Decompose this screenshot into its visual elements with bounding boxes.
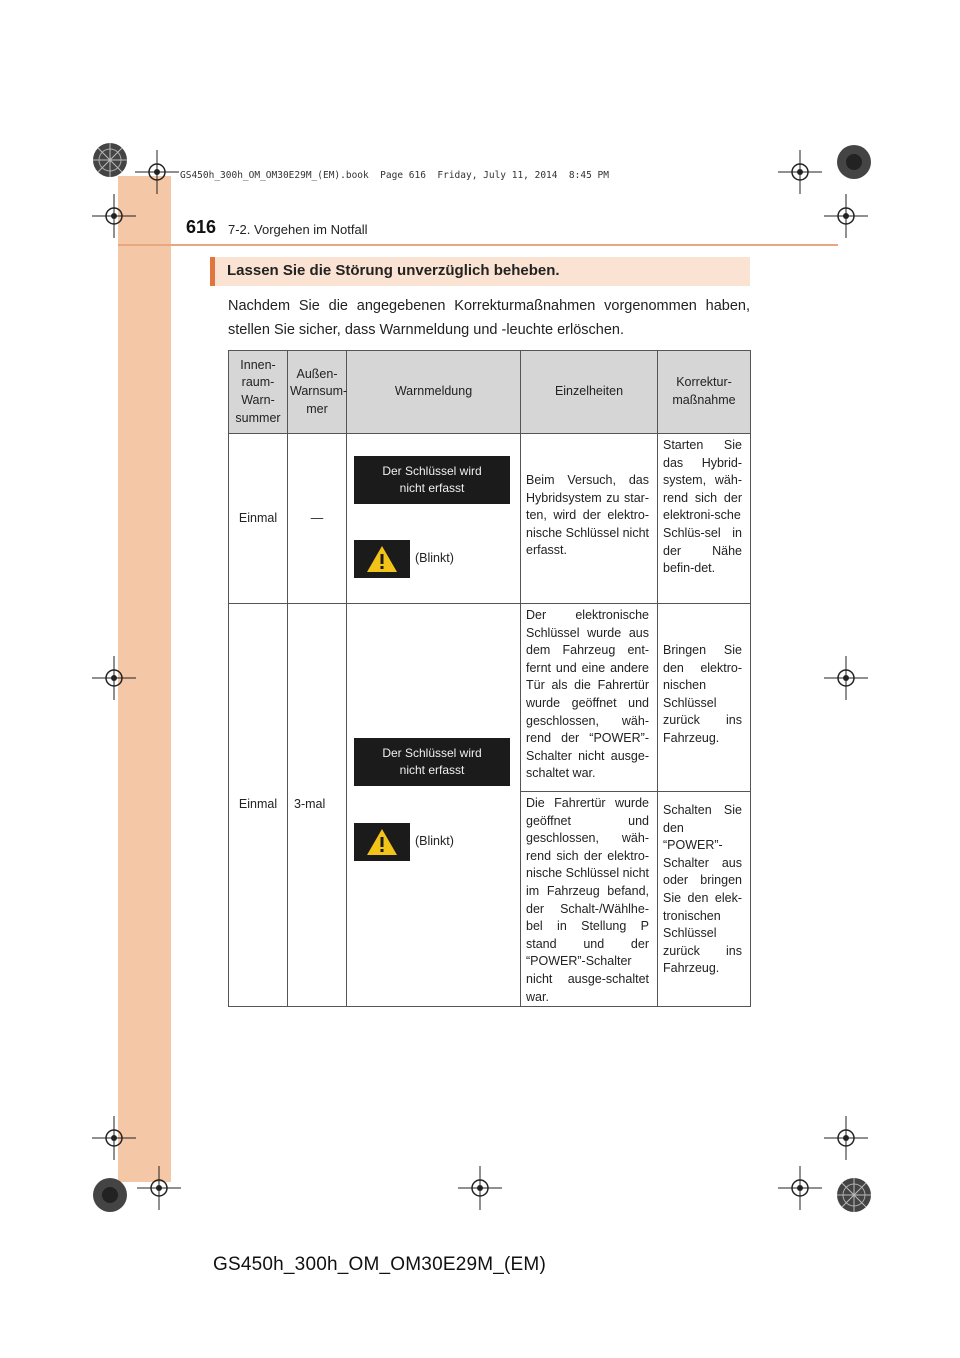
print-info-line: GS450h_300h_OM_OM30E29M_(EM).book Page 616 Friday, July 11, 2014 8:45 PM	[180, 170, 609, 181]
display-message: Der Schlüssel wird nicht erfasst	[354, 456, 510, 504]
crosshair-mark-icon	[824, 194, 868, 238]
table-row	[229, 604, 751, 792]
header-action: Korrektur- maßnahme	[658, 351, 751, 434]
heading-text: Lassen Sie die Störung unverzüglich beheben.	[227, 262, 560, 279]
cell-outside-buzzer: —	[288, 434, 347, 604]
warning-triangle-icon	[366, 827, 398, 857]
crosshair-mark-icon	[778, 150, 822, 194]
registration-mark-icon	[834, 1175, 874, 1215]
warning-indicator	[354, 823, 410, 861]
cell-action: Starten Sie das Hybrid-system, wäh-rend sich der elektroni-sche Schlüs-sel in der Nähe befin-det.	[658, 434, 751, 604]
footer-code: GS450h_300h_OM_OM30E29M_(EM)	[213, 1254, 546, 1275]
registration-mark-icon	[90, 1175, 130, 1215]
crosshair-mark-icon	[824, 656, 868, 700]
cell-inside-buzzer: Einmal	[229, 604, 288, 1007]
crosshair-mark-icon	[92, 194, 136, 238]
cell-inside-buzzer: Einmal	[229, 434, 288, 604]
crosshair-mark-icon	[778, 1166, 822, 1210]
header-inside-buzzer: Innen- raum- Warn- summer	[229, 351, 288, 434]
table-row	[229, 434, 751, 604]
intro-paragraph: Nachdem Sie die angegebenen Korrekturmaßnahmen vorgenommen haben, stellen Sie sicher, dass Warnmeldung und -leuchte erlöschen.	[228, 298, 750, 338]
crosshair-mark-icon	[824, 1116, 868, 1160]
cell-details: Beim Versuch, das Hybridsystem zu star-ten, wird der elektro-nische Schlüssel nicht erfasst.	[521, 434, 658, 604]
crosshair-mark-icon	[135, 150, 179, 194]
cell-action: Bringen Sie den elektro-nischen Schlüssel zurück ins Fahrzeug.	[658, 604, 751, 792]
registration-mark-icon	[834, 142, 874, 182]
cell-message	[347, 604, 521, 1007]
header-message: Warnmeldung	[347, 351, 521, 434]
table-header-row	[229, 351, 751, 434]
header-details: Einzelheiten	[521, 351, 658, 434]
cell-outside-buzzer: 3-mal	[288, 604, 347, 1007]
section-title: 7-2. Vorgehen im Notfall	[228, 222, 368, 237]
crosshair-mark-icon	[137, 1166, 181, 1210]
warning-indicator	[354, 540, 410, 578]
page-number: 616	[186, 217, 217, 237]
blink-label: (Blinkt)	[415, 834, 454, 848]
warning-table	[228, 350, 751, 1007]
cell-action: Schalten Sie den “POWER”-Schalter aus oder bringen Sie den elek-tronischen Schlüssel zurück ins Fahrzeug.	[658, 792, 751, 1007]
heading-bar	[210, 257, 750, 286]
cell-details: Der elektronische Schlüssel wurde aus dem Fahrzeug ent-fernt und eine andere Tür als die Fahrertür wurde geöffnet und geschlossen, wäh-rend der “POWER”-Schalter nicht ausge-schaltet war.	[521, 604, 658, 792]
blink-label: (Blinkt)	[415, 551, 454, 565]
display-message: Der Schlüssel wird nicht erfasst	[354, 738, 510, 786]
crosshair-mark-icon	[92, 656, 136, 700]
registration-mark-icon	[90, 140, 130, 180]
cell-details: Die Fahrertür wurde geöffnet und geschlossen, wäh-rend sich der elektro-nische Schlüssel nicht im Fahrzeug befand, der Schalt-/Wählhe-bel in Stellung P stand und der “POWER”-Schalter nicht ausge-schaltet war.	[521, 792, 658, 1007]
header-rule	[118, 244, 838, 246]
crosshair-mark-icon	[458, 1166, 502, 1210]
crosshair-mark-icon	[92, 1116, 136, 1160]
cell-message	[347, 434, 521, 604]
header-outside-buzzer: Außen- Warnsum- mer	[288, 351, 347, 434]
warning-triangle-icon	[366, 544, 398, 574]
